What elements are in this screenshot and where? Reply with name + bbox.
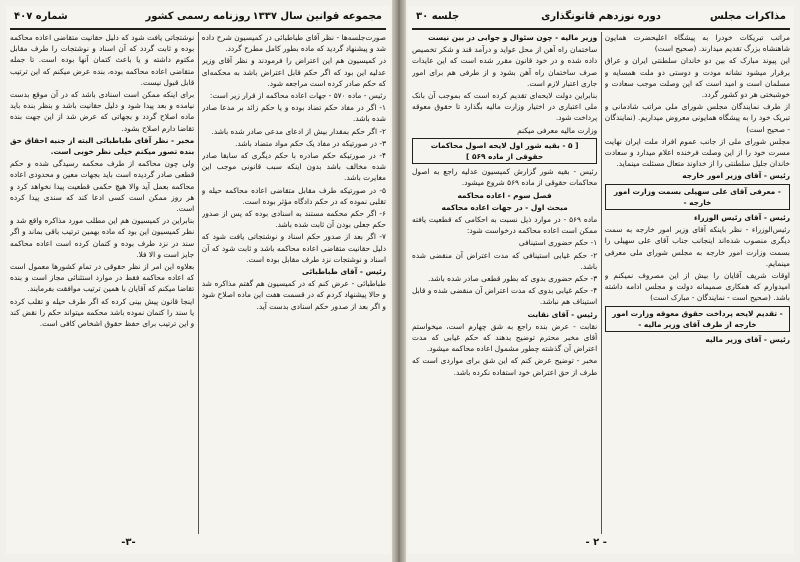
text-paragraph: بنابراین دولت لایحه‌ای تقدیم کرده است که بموجب آن بانک ملی اعتباری در اختیار وزارت مالیه بگذارد تا حقوق معوقه پرداخت شود. — [412, 91, 598, 123]
book-gutter — [392, 0, 406, 562]
right-page-header — [412, 8, 790, 30]
left-header-title: مجموعه قوانین سال ۱۳۳۷ — [252, 11, 382, 22]
text-paragraph: ۴- در صورتیکه حکم صادره با حکم دیگری که سابقا صادر شده مخالف باشد بدون اینکه سبب قانونی موجب این مغایرت باشد. — [201, 151, 386, 183]
text-paragraph: ۶- اگر حکم محکمه مستند به اسنادی بوده که پس از صدور حکم جعلی بودن آن ثابت شده باشد. — [201, 209, 386, 230]
text-paragraph: این پیوند مبارک که بین دو خاندان سلطنتی ایران و عراق برقرار میشود نشانه مودت و دوستی دو ملت همسایه و مسلمان است و امید است که این وصلت موجب سعادت و خوشبختی هر دو کشور گردد. — [604, 56, 790, 100]
section-heading: - معرفی آقای علی سهیلی بسمت وزارت امور خارجه - — [605, 184, 790, 210]
left-page-header — [10, 8, 386, 30]
text-paragraph: برای اینکه ممکن است اسنادی باشد که در آن موقع بدست نیامده و بعد پیدا شود و دلیل حقانیت باشد و بنظر بنده باید ماده اصلاح گردد و بجهاتی که عرض شد از این جهت بنده تقاضا دارم اصلاح بشود. — [10, 90, 195, 133]
centered-heading: مبحث اول - در جهات اعاده محاکمه — [441, 202, 568, 212]
text-paragraph: در کمیسیون هم این اعتراض را فرمودند و نظر آقای وزیر عدلیه این بود که اگر حکم قابل اعتراض باشد به محکمه‌ای که حکم صادر کرده است مراجعه شود. — [201, 56, 386, 88]
text-paragraph: اوقات شریف آقایان را بیش از این مصروف نمیکنم و امیدوارم که همکاری صمیمانه دولت و مجلس ادامه داشته باشد. (صحیح است - نمایندگان - مبارک است) — [604, 271, 790, 303]
text-paragraph: از طرف نمایندگان مجلس شورای ملی مراتب شادمانی و تبریک خود را به پیشگاه همایونی معروض میداریم. (نمایندگان - صحیح است) — [604, 102, 790, 134]
column-divider — [198, 32, 199, 534]
text-paragraph: ۱- اگر در مفاد حکم تضاد بوده و یا حکم زائد بر مدعا صادر شده باشد. — [201, 103, 386, 124]
speaker-line: رئیس - آقای وزیر مالیه — [705, 335, 790, 345]
right-page-left-column — [412, 32, 597, 534]
left-page-footer — [6, 536, 390, 552]
text-paragraph: ۵- در صورتیکه طرف مقابل متقاضی اعاده محاکمه حیله و تقلبی نموده که در حکم دادگاه مؤثر بوده است. — [201, 185, 386, 206]
left-page-number: -۳- — [121, 537, 136, 548]
text-paragraph: بعلاوه این امر از نظر حقوقی در تمام کشورها معمول است که اعاده محاکمه فقط در موارد استثنائی مجاز است و بنده تقاضا میکنم که آقایان با همین ترتیب موافقت بفرمایند. — [10, 262, 195, 294]
right-header-title: مذاکرات مجلس — [709, 11, 786, 22]
text-paragraph: ۳- در صورتیکه در مفاد یک حکم مواد متضاد باشد. — [235, 138, 386, 148]
text-paragraph: مخبر - توضیح عرض کنم که این شق برای مواردی است که طرف از حق اعتراض خود استفاده نکرده باشد. — [412, 356, 598, 377]
text-paragraph: وزارت مالیه معرفی میکنم — [517, 125, 598, 135]
text-paragraph: بنابراین در کمیسیون هم این مطلب مورد مذاکره واقع شد و نظر کمیسیون این بود که ماده بهمین ترتیب باقی بماند و اگر سند در نزد طرف بوده و کتمان کرده است اعاده محاکمه جایز است و الا فلا. — [10, 216, 195, 259]
text-paragraph: نقابت - عرض بنده راجع به شق چهارم است، میخواستم آقای مخبر محترم توضیح بدهند که حکم غیابی که مدت اعتراض آن گذشته چطور مشمول اعاده محاکمه میشود. — [412, 321, 598, 354]
left-header-number: شماره ۴۰۷ — [14, 11, 68, 22]
section-heading: [ ۵ - بقیه شور اول لایحه اصول محاکمات حقوقی از ماده ۵۶۹ ] — [412, 138, 597, 164]
left-page-right-column — [202, 32, 386, 534]
right-page — [408, 6, 794, 554]
right-page-right-column — [605, 32, 790, 534]
text-paragraph: ۲- حکم غیابی استینافی که مدت اعتراض آن منقضی شده باشد. — [412, 250, 598, 271]
speaker-line: رئیس - آقای وزیر امور خارجه — [682, 171, 790, 181]
left-page-left-column — [10, 32, 194, 534]
text-paragraph: صورت‌جلسه‌ها - نظر آقای طباطبائی در کمیسیون شرح داده شد و پیشنهاد گردید که ماده بطور کامل مطرح گردد. — [201, 33, 386, 54]
text-paragraph: ۲- اگر حکم بمقدار بیش از ادعای مدعی صادر شده باشد. — [211, 126, 386, 136]
text-paragraph: نوشتجاتی یافت شود که دلیل حقانیت متقاضی اعاده محاکمه بوده و ثابت گردد که آن اسناد و نوشتجات را طرف مقابل مکتوم داشته و یا باعث کتمان آنها بوده است. تا جمله متقاضی اعاده محاکمه بوده، بنده عرض میکنم که این ترتیب قابل قبول نیست. — [10, 33, 195, 87]
text-paragraph: ۷- اگر بعد از صدور حکم اسناد و نوشتجاتی یافت شود که دلیل حقانیت متقاضی اعاده محاکمه باشد و ثابت شود که آن اسناد و نوشتجات نزد طرف مقابل بوده است. — [201, 232, 386, 264]
text-paragraph: رئیس - بقیه شور گزارش کمیسیون عدلیه راجع به اصول محاکمات حقوقی از ماده ۵۶۹ شروع میشود. — [412, 167, 598, 188]
text-paragraph: ۳- حکم حضوری بدوی که بطور قطعی صادر شده باشد. — [428, 274, 598, 284]
text-paragraph: اینجا قانون پیش بینی کرده که اگر طرف حیله و تقلب کرده یا سند را کتمان نموده باشد محکمه میتواند حکم را نقض کند و این ترتیب برای حفظ حقوق اشخاص کافی است. — [10, 296, 195, 329]
section-heading: - تقدیم لایحه پرداخت حقوق معوقه وزارت امور خارجه از طرف آقای وزیر مالیه - — [605, 306, 790, 332]
column-divider — [601, 32, 602, 534]
text-paragraph: طباطبائی - عرض کنم که در کمیسیون هم گفتم مذاکره شد و حالا پیشنهاد کردم که در قسمت هفت این ماده اصلاح شود و اگر بعد از صدور حکم اسنادی بدست آید. — [201, 279, 386, 311]
text-paragraph: رئیس‌الوزراء - نظر باینکه آقای وزیر امور خارجه به سمت دیگری منصوب شده‌اند اینجانب جناب آقای علی سهیلی را بسمت وزارت امور خارجه به مجلس شورای ملی معرفی مینمایم. — [604, 225, 790, 268]
text-paragraph: ساختمان راه آهن از محل عواید و درآمد قند و شکر تخصیص داده شده و در خود قانون مقرر شده است که این عایدات صرف ساختمان راه آهن بشود و از طرفی هم برای امور جاری اعتبار لازم است. — [412, 45, 598, 88]
right-header-center: دوره نوزدهم قانونگذاری — [541, 11, 661, 22]
right-page-footer — [408, 536, 794, 552]
left-page — [6, 6, 390, 554]
speaker-line: رئیس - آقای طباطبائی — [302, 267, 386, 277]
text-paragraph: ولی چون محاکمه از طرف محکمه رسیدگی شده و حکم قطعی صادر گردیده است باید بجهات معین و محدودی اعاده محاکمه بعمل آید والا هیچ حکمی قطعیت پیدا نخواهد کرد و هر روز ممکن است کسی ادعا کند که سندی پیدا کرده است. — [10, 159, 195, 214]
speaker-line: رئیس - آقای رئیس الوزراء — [693, 213, 790, 223]
text-paragraph: مراتب تبریکات خودرا به پیشگاه اعلیحضرت همایون شاهنشاه بزرگ تقدیم میدارند. (صحیح است) — [604, 33, 790, 54]
speaker-line: مخبر - نظر آقای طباطبائی البته از جنبه احقاق حق بنده تصور میکنم خیلی نظر خوبی است. — [10, 135, 195, 157]
speaker-line: وزیر مالیه - چون سئوال و جوابی در بین نیست — [428, 33, 598, 42]
text-paragraph: مجلس شورای ملی از جانب عموم افراد ملت ایران نهایت مسرت خود را از این وصلت فرخنده اعلام میدارد و سعادت خاندان جلیل سلطنتی را از خداوند متعال مسئلت مینماید. — [604, 136, 790, 169]
left-page-columns — [10, 32, 386, 534]
right-header-number: جلسه ۳۰ — [416, 11, 460, 22]
text-paragraph: ۱- حکم حضوری استینافی — [518, 238, 598, 248]
speaker-line: رئیس - آقای نقابت — [527, 309, 598, 319]
right-page-columns — [412, 32, 790, 534]
text-paragraph: رئیس - ماده ۵۷۰ - جهات اعاده محاکمه از قرار زیر است: — [209, 91, 386, 101]
left-header-center: روزنامه رسمی کشور — [145, 11, 251, 22]
centered-heading: فصل سوم - اعاده محاکمه — [457, 190, 552, 200]
right-page-number: - ۲ - — [585, 537, 607, 548]
text-paragraph: ۴- حکم غیابی بدوی که مدت اعتراض آن منقضی شده و قابل استیناف هم نباشد. — [412, 286, 598, 307]
text-paragraph: ماده ۵۶۹ - در موارد ذیل نسبت به احکامی که قطعیت یافته ممکن است اعاده محاکمه درخواست شود: — [412, 215, 598, 236]
